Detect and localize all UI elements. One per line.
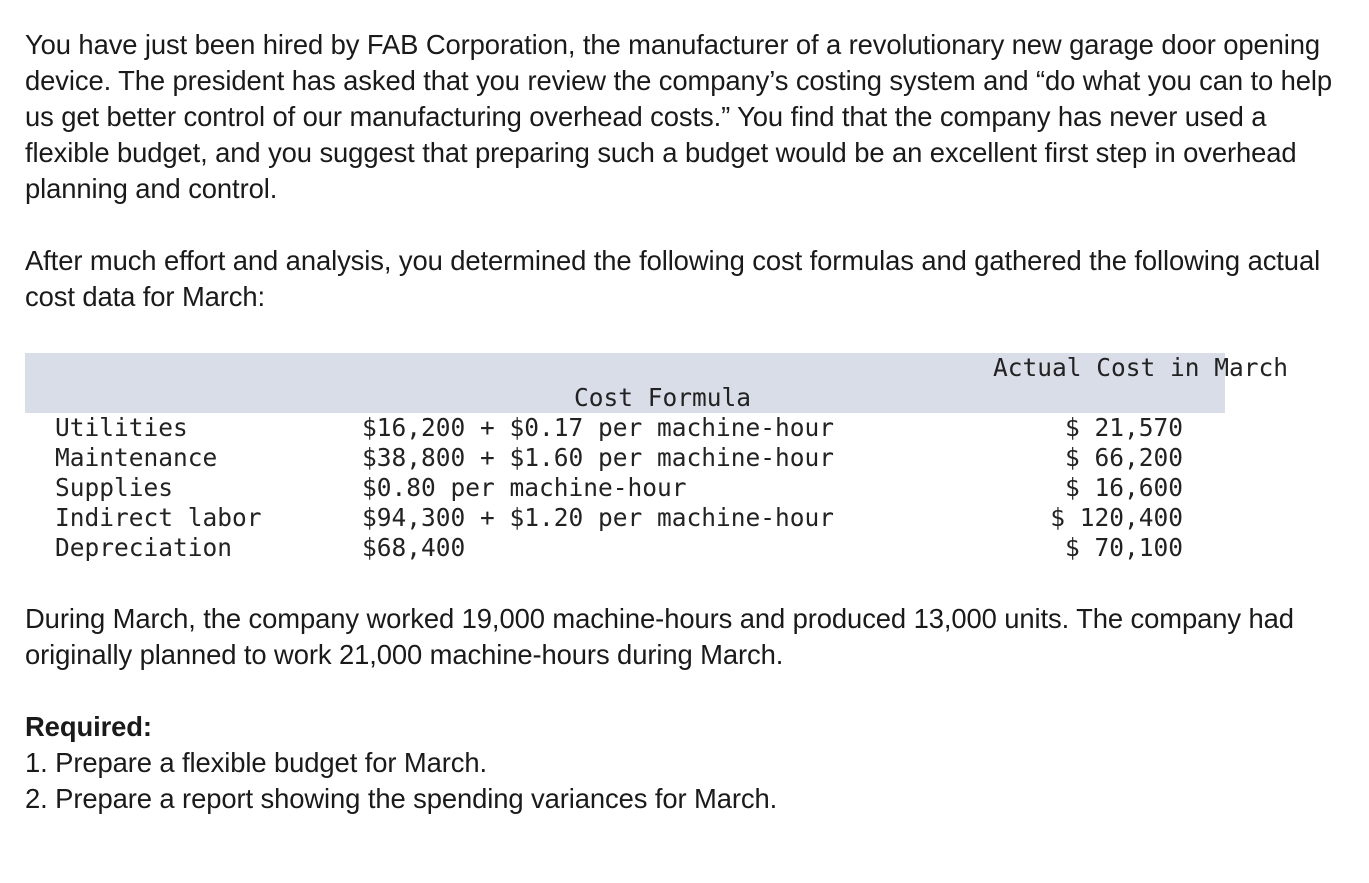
table-row-supplies [25, 473, 1225, 503]
actual-cost: $ 120,400 [1050, 503, 1183, 532]
actual-cost: $ 66,200 [1064, 443, 1183, 472]
actual-cost: $ 70,100 [1064, 533, 1183, 562]
actual-cost: $ 16,600 [1064, 473, 1183, 502]
table-row-maintenance [25, 443, 1225, 473]
required-item-2: 2. Prepare a report showing the spending variances for March. [25, 783, 778, 814]
march-activity-paragraph: During March, the company worked 19,000 machine-hours and produced 13,000 units. The company had originally planned to work 21,000 machine-hours during March. [25, 603, 1294, 670]
actual-cost: $ 21,570 [1064, 413, 1183, 442]
required-item-1: 1. Prepare a flexible budget for March. [25, 747, 487, 778]
intro-paragraph-1: You have just been hired by FAB Corporation, the manufacturer of a revolutionary new garage door opening device. The president has asked that you review the company’s costing system and “do what you can to help us get better control of our manufacturing overhead costs.” You find that the company has never used a flexible budget, and you suggest that preparing such a budget would be an excellent first step in overhead planning and control. [25, 29, 1333, 204]
table-row-indirect-labor [25, 503, 1225, 533]
cost-formula: $68,400 [362, 533, 466, 562]
cost-formula: $0.80 per machine-hour [362, 473, 687, 502]
table-row-depreciation [25, 533, 1225, 563]
cost-item-name: Utilities [55, 413, 188, 442]
cost-item-name: Maintenance [55, 443, 218, 472]
required-section [25, 709, 1345, 817]
header-cost-formula: Cost Formula [574, 383, 752, 412]
cost-formula: $94,300 + $1.20 per machine-hour [362, 503, 835, 532]
table-body [25, 413, 1225, 563]
problem-document [25, 27, 1345, 817]
cost-item-name: Supplies [55, 473, 174, 502]
table-row-utilities [25, 413, 1225, 443]
cost-formula: $16,200 + $0.17 per machine-hour [362, 413, 835, 442]
cost-formula: $38,800 + $1.60 per machine-hour [362, 443, 835, 472]
header-actual-cost: Actual Cost in March [993, 353, 1289, 382]
cost-item-name: Depreciation [55, 533, 233, 562]
cost-formula-table [25, 353, 1289, 566]
intro-paragraph-2: After much effort and analysis, you determined the following cost formulas and gathered the following actual cost data for March: [25, 245, 1321, 312]
table-header-row [25, 353, 1289, 413]
required-heading: Required: [25, 711, 152, 742]
cost-item-name: Indirect labor [55, 503, 262, 532]
